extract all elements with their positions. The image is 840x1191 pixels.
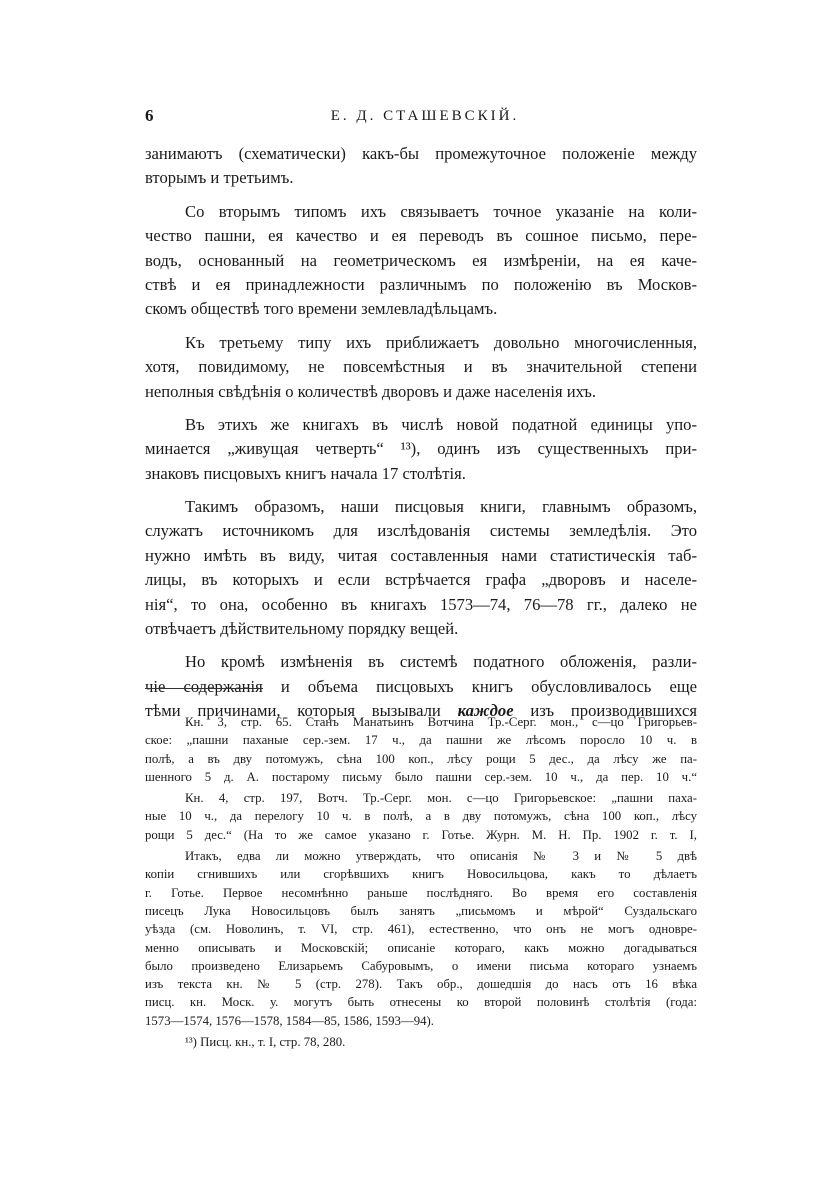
footnote-line: писц. кн. Моск. у. могутъ быть отнесены ко второй половинѣ столѣтія (года: [145, 995, 697, 1010]
paragraph [145, 331, 697, 404]
text-line: чіе содержанія и объема писцовыхъ книгъ обусловливалось еще [145, 676, 697, 696]
text-line: вторымъ и третьимъ. [145, 168, 294, 188]
text-line: нужно имѣть въ виду, читая составленныя нами статистическія таб- [145, 545, 697, 565]
page-number: 6 [145, 106, 154, 125]
footnote-line: полѣ, а въ дву потомужъ, сѣна 100 коп., лѣсу рощи 5 дес., да лѣсу же па- [145, 751, 697, 766]
footnote [145, 713, 697, 786]
text-line: отвѣчаетъ дѣйствительному порядку вещей. [145, 619, 459, 639]
text-line: нія“, то она, особенно въ книгахъ 1573—74, 76—78 гг., далеко не [145, 594, 697, 614]
text-line: Такимъ образомъ, наши писцовыя книги, главнымъ образомъ, [185, 497, 697, 517]
footnote-separator [145, 688, 263, 689]
footnote-line: шенного 5 д. А. постарому письму было пашни сер.-зем. 10 ч., да пер. 10 ч.“ [145, 769, 697, 784]
footnote-line: ¹³) Писц. кн., т. I, стр. 78, 280. [185, 1035, 346, 1050]
footnote-line: писецъ Лука Новосильцовъ былъ занятъ „письмомъ и мѣрой“ Суздальскаго [145, 903, 697, 918]
footnote [145, 847, 697, 1030]
page-header [145, 106, 705, 130]
main-text [145, 142, 697, 733]
footnote-line: уѣзда (см. Новолинъ, т. VI, стр. 461), естественно, что онъ не могъ одновре- [145, 922, 697, 937]
footnotes [145, 713, 697, 1054]
text-line: чество пашни, ея качество и ея переводъ въ сошное письмо, пере- [145, 226, 697, 246]
text-line: Со вторымъ типомъ ихъ связываетъ точное указаніе на коли- [185, 201, 697, 221]
text-line: служатъ источникомъ для изслѣдованія системы земледѣлія. Это [145, 521, 697, 541]
text-line: лицы, въ которыхъ и если встрѣчается графа „дворовъ и населе- [145, 570, 697, 590]
text-line: хотя, повидимому, не повсемѣстныя и въ значительной степени [145, 357, 697, 377]
text-line: ствѣ и ея принадлежности различнымъ по положенію въ Москов- [145, 274, 697, 294]
paragraph [145, 200, 697, 322]
text-line: Къ третьему типу ихъ приближаетъ довольно многочисленныя, [185, 332, 697, 352]
text-line: занимаютъ (схематически) какъ-бы промежуточное положеніе между [145, 144, 697, 163]
footnote-line: г. Готье. Первое несомнѣнно раньше послѣдняго. Во время его составленія [145, 885, 697, 900]
footnote-line: Кн. 4, стр. 197, Вотч. Тр.-Серг. мон. с—цо Григорьевское: „пашни паха- [185, 791, 697, 806]
footnote-line: было произведено Елизарьемъ Сабуровымъ, о имени письма котораго узнаемъ [145, 958, 697, 973]
paragraph [145, 495, 697, 641]
footnote-line: Кн. 3, стр. 65. Станъ Манатьинъ Вотчина Тр.-Серг. мон., с—цо Григорьев- [185, 715, 697, 729]
text-line: Но кромѣ измѣненія въ системѣ податного обложенія, разли- [185, 652, 697, 672]
text-line: неполныя свѣдѣнія о количествѣ дворовъ и даже населенія ихъ. [145, 381, 597, 401]
footnote-line: копіи сгнившихъ или сгорѣвшихъ книгъ Новосильцова, какъ то дѣлаетъ [145, 867, 697, 882]
text-line: знаковъ писцовыхъ книгъ начала 17 столѣтія. [145, 463, 466, 483]
footnote-line: ское: „пашни паханые сер.-зем. 17 ч., да пашни же лѣсомъ поросло 10 ч. в [145, 733, 697, 748]
running-head: Е. Д. СТАШЕВСКІЙ. [330, 108, 520, 124]
footnote [145, 789, 697, 844]
emphasized-word: каждое [457, 701, 514, 721]
footnote-line: рощи 5 дес.“ (На то же самое указано г. Готье. Журн. М. Н. Пр. 1902 г. т. I, [145, 827, 697, 842]
paragraph [145, 142, 697, 191]
paragraph [145, 413, 697, 486]
footnote [145, 1033, 697, 1051]
footnote-line: изъ текста кн. № 5 (стр. 278). Такъ обр., дошедшія до насъ отъ 16 вѣка [145, 977, 697, 992]
text-line: Въ этихъ же книгахъ въ числѣ новой податной единицы упо- [185, 414, 697, 434]
text-segment: изъ производившихся [530, 701, 697, 721]
footnote-line: менно описывать и Московскій; описаніе котораго, какъ можно догадываться [145, 940, 697, 955]
footnote-line: Итакъ, едва ли можно утверждать, что описанія № 3 и № 5 двѣ [185, 849, 697, 864]
footnote-line: 1573—1574, 1576—1578, 1584—85, 1586, 1593—94). [145, 1013, 434, 1028]
text-line: водъ, основанный на геометрическомъ ея измѣреніи, на ея каче- [145, 250, 697, 270]
footnote-line: ные 10 ч., да перелогу 10 ч. в полѣ, а в дву потомужъ, сѣна 100 коп., лѣсу [145, 809, 697, 824]
text-line: минается „живущая четверть“ ¹³), одинъ изъ существенныхъ при- [145, 439, 697, 459]
text-segment: тѣми причинами, которыя вызывали [145, 701, 441, 721]
text-line: скомъ обществѣ того времени землевладѣльцамъ. [145, 299, 498, 319]
